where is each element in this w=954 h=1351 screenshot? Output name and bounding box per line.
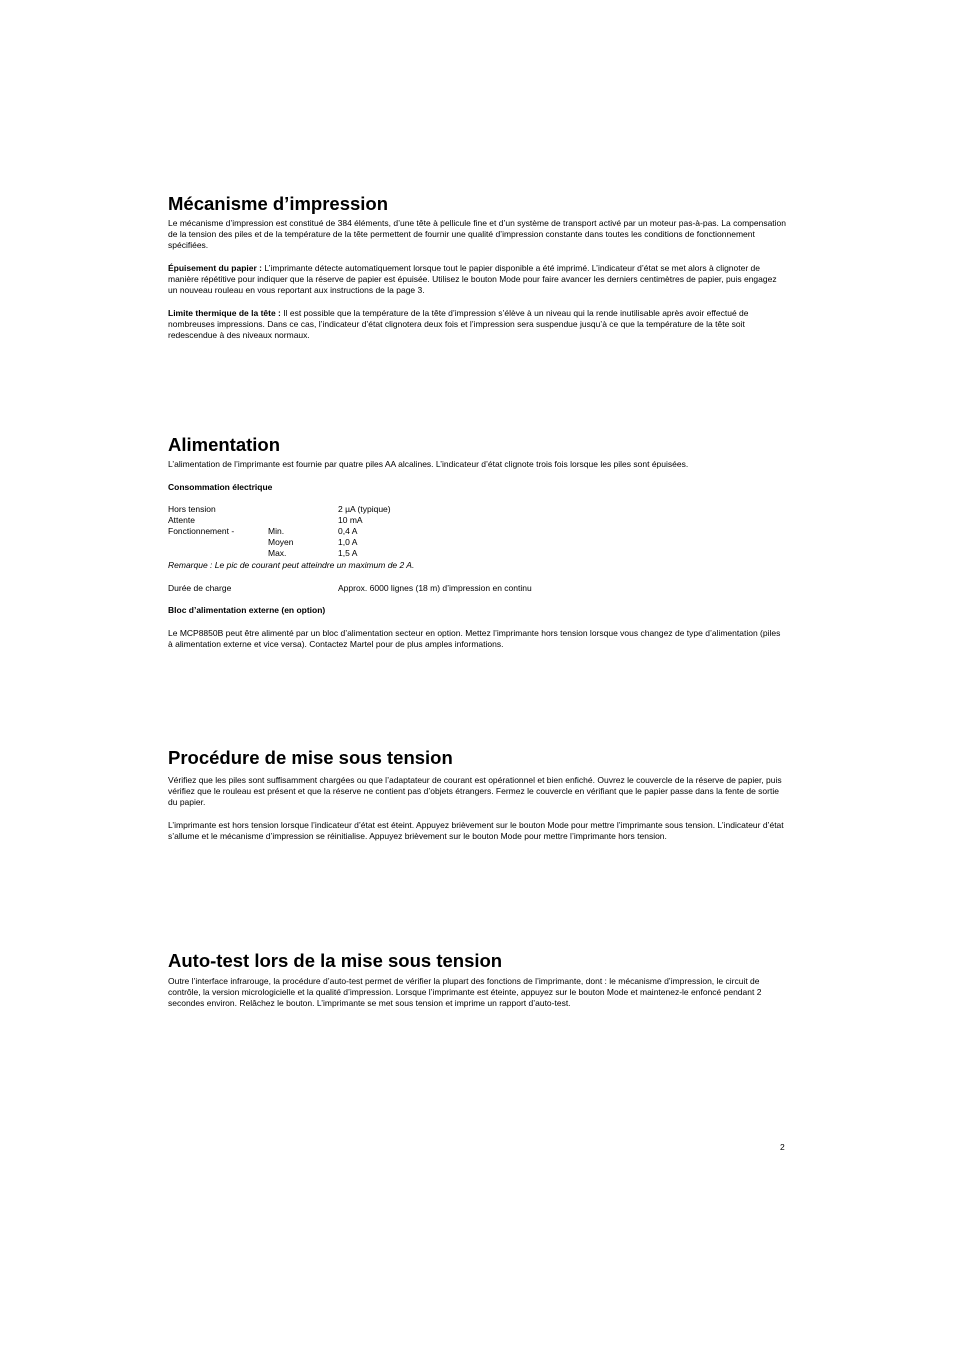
consommation-heading: Consommation électrique [168,482,273,492]
spec-label: Hors tension [168,504,216,514]
spec-row [168,526,786,537]
autotest-paragraph [168,976,786,1009]
duree-row-wrap [168,583,786,594]
section-title-procedure: Procédure de mise sous tension [168,747,453,768]
document-page [168,0,786,1351]
spec-label: Attente [168,515,195,525]
limite-body: Il est possible que la température de la tête d’impression s’élève à un niveau qui la rende inutilisable après avoir effectué de nombreuses impressions. Dans ce cas, l’indicateur d’état clignotera deux fois et l’impression sera suspendue jusqu’à ce que la température de la tête soit redescendue à des niveaux normaux. [168,308,749,340]
section-title-mecanisme: Mécanisme d’impression [168,193,389,214]
bloc-paragraph [168,628,786,650]
spec-value: 0,4 A [338,526,358,536]
duree-row [168,583,786,594]
mecanisme-intro [168,218,786,251]
epuisement-paragraph [168,263,786,296]
procedure-paragraph-1 [168,775,786,808]
duree-label: Durée de charge [168,583,232,593]
spec-row [168,537,786,548]
mecanisme-intro-text: Le mécanisme d’impression est constitué de 384 éléments, d’une tête à pellicule fine et d’un système de transport activé par un moteur pas-à-pas. La compensation de la tension des piles et de la température de la tête permettent de fournir une qualité d’impression constante dans toutes les conditions de fonctionnement spécifiées. [168,218,787,250]
spec-sublabel: Moyen [268,537,294,547]
spec-row [168,515,786,526]
procedure-text-1: Vérifiez que les piles sont suffisamment chargées ou que l’adaptateur de courant est opérationnel et bien enfiché. Ouvrez le couvercle de la réserve de papier, puis vérifiez que le rouleau est présent et que la réserve ne contient pas d’objets étrangers. Fermez le couvercle en vérifiant que le papier passe dans la fente de sortie du papier. [168,775,782,807]
remarque-note: Remarque : Le pic de courant peut atteindre un maximum de 2 A. [168,560,415,570]
spec-row [168,548,786,559]
procedure-text-2: L’imprimante est hors tension lorsque l’indicateur d’état est éteint. Appuyez brièvement sur le bouton Mode pour mettre l’imprimante sous tension. L’indicateur d’état s’allume et le mécanisme d’impression se réinitialise. Appuyez brièvement sur le bouton Mode pour mettre l’imprimante hors tension. [168,820,784,841]
spec-sublabel: Min. [268,526,285,536]
alimentation-intro [168,459,786,470]
consumption-table [168,504,786,559]
alimentation-intro-text: L’alimentation de l’imprimante est fournie par quatre piles AA alcalines. L’indicateur d’état clignote trois fois lorsque les piles sont épuisées. [168,459,689,469]
spec-value: 1,0 A [338,537,358,547]
spec-sublabel: Max. [268,548,287,558]
duree-value: Approx. 6000 lignes (18 m) d’impression en continu [338,583,532,593]
bloc-heading: Bloc d’alimentation externe (en option) [168,605,326,615]
section-title-autotest: Auto-test lors de la mise sous tension [168,950,503,971]
limite-text [168,308,786,341]
spec-value: 2 µA (typique) [338,504,391,514]
epuisement-label: Épuisement du papier : [168,263,262,273]
page-number: 2 [780,1142,785,1152]
section-title-alimentation: Alimentation [168,434,281,455]
autotest-text: Outre l’interface infrarouge, la procédure d’auto-test permet de vérifier la plupart des fonctions de l’imprimante, dont : le mécanisme d’impression, le circuit de contrôle, la version micrologicielle et la qualité d’impression. Lorsque l’imprimante est éteinte, appuyez sur le bouton Mode et maintenez-le enfoncé pendant 2 secondes environ. Relâchez le bouton. L’imprimante se met sous tension et imprime un rapport d’auto-test. [168,976,762,1008]
spec-row [168,504,786,515]
spec-value: 1,5 A [338,548,358,558]
epuisement-text [168,263,786,296]
spec-label: Fonctionnement - [168,526,235,536]
limite-paragraph [168,308,786,341]
bloc-text: Le MCP8850B peut être alimenté par un bloc d’alimentation secteur en option. Mettez l’imprimante hors tension lorsque vous changez de type d’alimentation (piles à alimentation externe et vice versa). Contactez Martel pour de plus amples informations. [168,628,781,649]
epuisement-body: L’imprimante détecte automatiquement lorsque tout le papier disponible a été imprimé. L’indicateur d’état se met alors à clignoter de manière répétitive pour indiquer que la réserve de papier est épuisée. Utilisez le bouton Mode pour faire avancer les derniers centimètres de papier, puis engagez un nouveau rouleau en vous reportant aux instructions de la page 3. [168,263,777,295]
limite-label: Limite thermique de la tête : [168,308,281,318]
spec-value: 10 mA [338,515,363,525]
procedure-paragraph-2 [168,820,786,842]
